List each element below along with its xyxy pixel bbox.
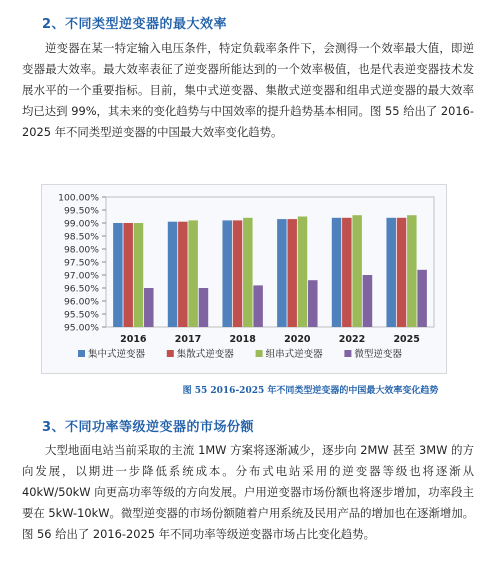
bar	[222, 220, 232, 327]
bar	[363, 275, 373, 327]
bar	[332, 218, 342, 327]
figure-caption	[0, 383, 491, 396]
bar	[134, 223, 144, 327]
bar	[277, 219, 287, 327]
y-tick-label: 96.50%	[63, 283, 99, 295]
bar	[397, 218, 407, 327]
x-tick-label: 2017	[174, 334, 202, 345]
bar	[352, 215, 362, 327]
legend-label: 微型逆变器	[354, 349, 402, 360]
y-tick-label: 98.00%	[63, 244, 99, 256]
bar	[407, 215, 417, 327]
y-tick-label: 96.00%	[63, 296, 99, 308]
legend-swatch	[167, 350, 174, 357]
plot-area	[106, 197, 434, 327]
x-tick-label: 2025	[393, 334, 420, 345]
bar	[113, 223, 123, 327]
x-tick-label: 2022	[338, 334, 366, 345]
y-tick-label: 95.50%	[63, 309, 99, 321]
bar	[253, 285, 263, 327]
bar	[298, 217, 308, 328]
paragraph-max-efficiency: 逆变器在某一特定输入电压条件，特定负载率条件下，会测得一个效率最大值，即逆变器最大效率。最大效率表征了逆变器所能达到的一个效率极值，也是代表逆变器技术发展水平的一个重要指标。目前，集中式逆变器、集散式逆变器和组串式逆变器的最大效率均已达到 99%，其未来的变化趋势与中国效率的提升趋势基本相同。图 55 给出了 2016-2025 年不同类型逆变器的中国最大效率变化趋势。	[22, 41, 474, 139]
y-tick-label: 95.00%	[63, 322, 99, 334]
bar	[342, 218, 352, 327]
legend-label: 组串式逆变器	[265, 349, 323, 360]
legend-label: 集散式逆变器	[176, 349, 234, 360]
bar	[168, 222, 178, 327]
bar	[123, 223, 133, 327]
x-tick-label: 2016	[120, 334, 147, 345]
y-tick-label: 99.00%	[63, 218, 99, 230]
bar	[188, 220, 198, 327]
bar	[417, 270, 427, 327]
section-heading-max-efficiency: 2、不同类型逆变器的最大效率	[42, 17, 228, 32]
legend-swatch	[344, 350, 351, 357]
bar	[199, 288, 209, 327]
x-tick-label: 2018	[229, 334, 256, 345]
bar	[308, 280, 318, 327]
y-tick-label: 100.00%	[58, 192, 99, 204]
bar	[144, 288, 154, 327]
legend-swatch	[256, 350, 263, 357]
bar	[178, 222, 188, 327]
y-tick-label: 97.50%	[63, 257, 99, 269]
y-tick-label: 97.00%	[63, 270, 99, 282]
bar	[243, 218, 253, 327]
efficiency-bar-chart	[41, 184, 447, 374]
x-tick-label: 2020	[284, 334, 311, 345]
bar	[386, 218, 396, 327]
section-heading-market-share: 3、不同功率等级逆变器的市场份额	[42, 420, 255, 435]
bar	[287, 219, 297, 327]
figure-caption-text: 图 55 2016-2025 年不同类型逆变器的中国最大效率变化趋势	[182, 386, 439, 396]
y-tick-label: 98.50%	[63, 231, 99, 243]
legend-swatch	[78, 350, 85, 357]
y-tick-label: 99.50%	[63, 205, 99, 217]
bar	[233, 220, 243, 327]
paragraph-market-share: 大型地面电站当前采取的主流 1MW 方案将逐渐减少，逐步向 2MW 甚至 3MW 的方向发展，以期进一步降低系统成本。分布式电站采用的逆变器等级也将逐渐从 40kW/50kW 向更高功率等级的方向发展。户用逆变器市场份额也将逐步增加，功率段主要在 5kW-10kW。微型逆变器的市场份额随着户用系统及民用产品的增加也在逐渐增加。图 56 给出了 2016-2025 年不同功率等级逆变器市场占比变化趋势。	[22, 443, 475, 541]
legend-label: 集中式逆变器	[88, 349, 146, 360]
chart-canvas	[42, 185, 448, 375]
